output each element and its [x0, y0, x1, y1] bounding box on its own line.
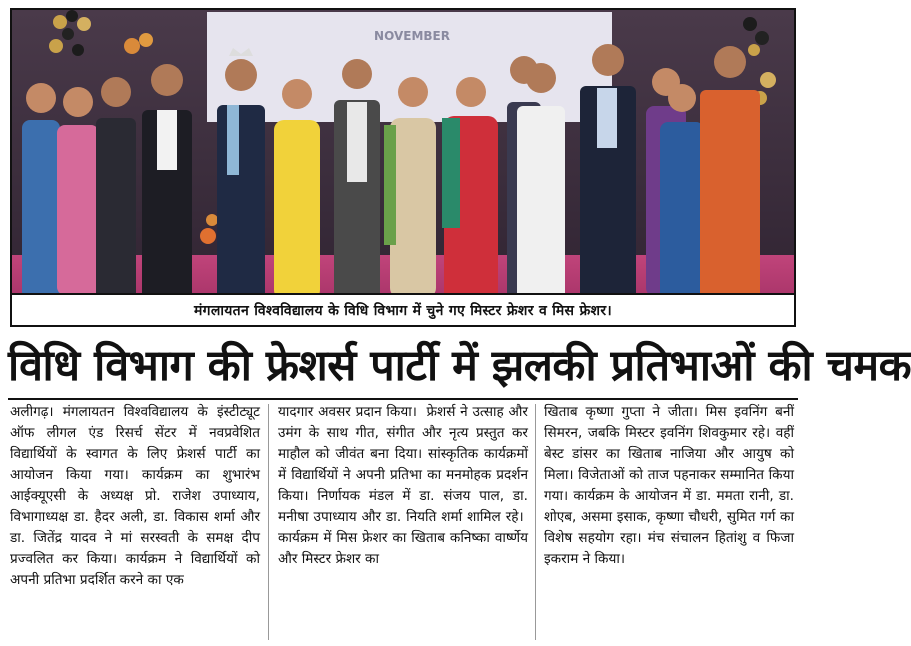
article-column-1: [10, 402, 260, 642]
headline: विधि विभाग की फ्रेशर्स पार्टी में झलकी प्रतिभाओं की चमक: [8, 341, 911, 391]
article-text: यादगार अवसर प्रदान किया। फ्रेशर्स ने उत्साह और उमंग के साथ गीत, संगीत और नृत्य प्रस्तुत कर माहौल को जीवंत बना दिया। सांस्कृतिक कार्यक्रमों में विद्यार्थियों ने अपनी प्रतिभा का मनमोहक प्रदर्शन किया। निर्णायक मंडल में डा. संजय पाल, डा. मनीषा उपाध्याय और डा. नियति शर्मा शामिल रहे। कार्यक्रम में मिस फ्रेशर का खिताब कनिष्का वार्ष्णेय और मिस्टर फ्रेशर का: [278, 404, 528, 567]
column-divider: [535, 404, 536, 640]
article-text: खिताब कृष्णा गुप्ता ने जीता। मिस इवनिंग बनीं सिमरन, जबकि मिस्टर इवनिंग शिवकुमार रहे। वहीं बेस्ट डांसर का खिताब नाजिया और आयुष को मिला। विजेताओं को ताज पहनाकर सम्मानित किया गया। कार्यक्रम के आयोजन में डा. ममता रानी, डा. शोएब, असमा इसाक, कृष्णा चौधरी, सुमित गर्ग का विशेष सहयोग रहा। मंच संचालन हितांशु व फिजा इकराम ने किया।: [544, 404, 794, 567]
article-column-3: [544, 402, 794, 642]
screen-banner-text: NOVEMBER: [374, 29, 450, 43]
news-photo: [10, 8, 796, 327]
column-divider: [268, 404, 269, 640]
article-column-2: [278, 402, 528, 642]
article-text: अलीगढ़। मंगलायतन विश्वविद्यालय के इंस्टीट्यूट ऑफ लीगल एंड रिसर्च सेंटर में नवप्रवेशित विद्यार्थियों के स्वागत के लिए फ्रेशर्स पार्टी का आयोजन किया गया। कार्यक्रम का शुभारंभ आईक्यूएसी के अध्यक्ष प्रो. राजेश उपाध्याय, विभागाध्यक्ष डा. हैदर अली, डा. विकास शर्मा और डा. जितेंद्र यादव ने मां सरस्वती के समक्ष दीप प्रज्वलित कर किया। कार्यक्रम ने विद्यार्थियों को अपनी प्रतिभा प्रदर्शित करने का एक: [10, 404, 260, 588]
group-photo: [12, 10, 794, 325]
photo-caption: मंगलायतन विश्वविद्यालय के विधि विभाग में चुने गए मिस्टर फ्रेशर व मिस फ्रेशर।: [10, 293, 796, 327]
headline-divider: [8, 398, 798, 400]
